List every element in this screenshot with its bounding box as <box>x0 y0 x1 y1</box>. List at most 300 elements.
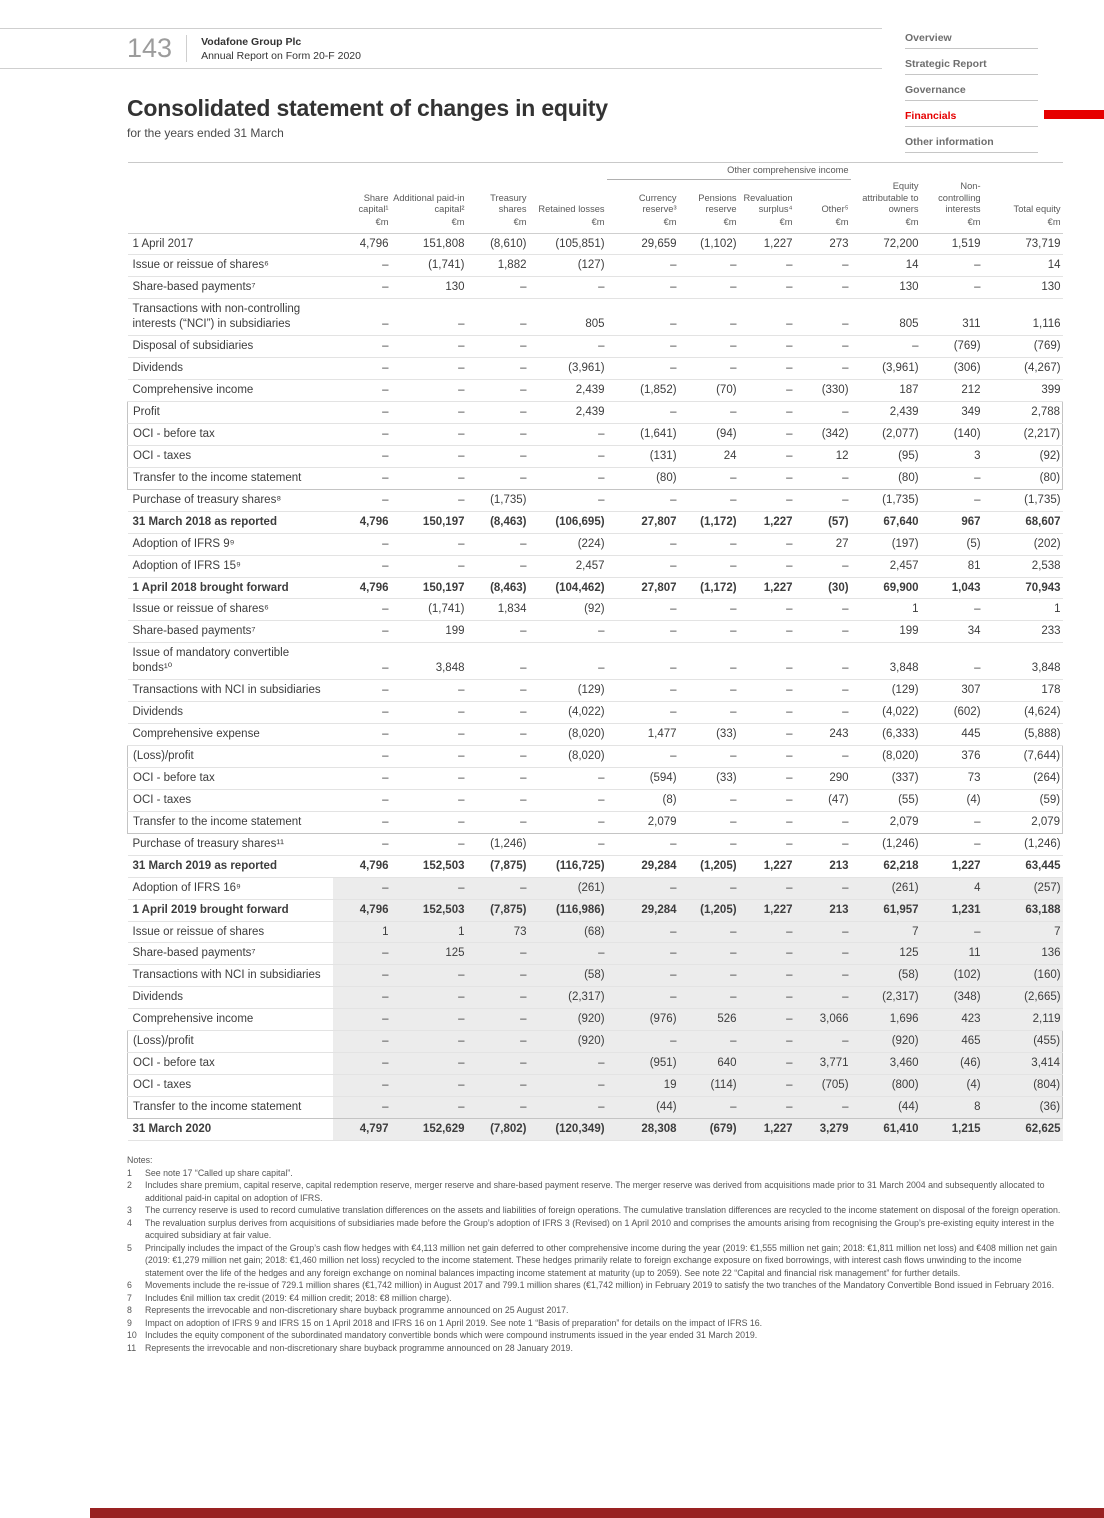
cell-value: – <box>739 621 795 643</box>
cell-value: – <box>679 336 739 358</box>
cell-value: 526 <box>679 1009 739 1031</box>
cell-value: – <box>795 987 851 1009</box>
cell-value: – <box>467 1053 529 1075</box>
cell-value: (7,802) <box>467 1118 529 1140</box>
cell-value: (8,610) <box>467 233 529 255</box>
cell-value: (1,741) <box>391 255 467 277</box>
cell-value: – <box>391 533 467 555</box>
cell-value: – <box>529 811 607 833</box>
cell-value: – <box>467 746 529 768</box>
nav-item-strategic-report[interactable] <box>905 56 1038 75</box>
cell-value: – <box>607 299 679 336</box>
cell-value: (1,172) <box>679 577 739 599</box>
cell-value: – <box>921 489 983 511</box>
cell-value: (1,205) <box>679 899 739 921</box>
cell-value: – <box>795 702 851 724</box>
column-header: Revaluation surplus⁴ €m <box>739 179 795 233</box>
cell-value: – <box>921 467 983 489</box>
cell-value: 62,218 <box>851 855 921 877</box>
cell-value: – <box>739 489 795 511</box>
cell-value: – <box>467 1031 529 1053</box>
cell-value: (4) <box>921 789 983 811</box>
row-label: Transactions with NCI in subsidiaries <box>128 965 333 987</box>
cell-value: (1,205) <box>679 855 739 877</box>
cell-value: (594) <box>607 767 679 789</box>
column-header: Other⁵ €m <box>795 179 851 233</box>
row-label: OCI - taxes <box>128 445 333 467</box>
cell-value: 29,284 <box>607 855 679 877</box>
cell-value: 213 <box>795 855 851 877</box>
cell-value: 1,834 <box>467 599 529 621</box>
cell-value: – <box>391 1053 467 1075</box>
cell-value: – <box>333 467 391 489</box>
cell-value: (224) <box>529 533 607 555</box>
cell-value: 399 <box>983 380 1063 402</box>
cell-value: 243 <box>795 724 851 746</box>
cell-value: (4,624) <box>983 702 1063 724</box>
group-header-spacer <box>128 163 607 180</box>
table-row <box>128 1031 1063 1053</box>
cell-value: – <box>795 746 851 768</box>
cell-value: – <box>391 380 467 402</box>
row-label: Share-based payments⁷ <box>128 621 333 643</box>
cell-value: (1,852) <box>607 380 679 402</box>
note-item: 3 The currency reserve is used to record cumulative translation differences on the assets and liabilities of foreign operations. The cumulative translation differences are recycled to the income statement on disposal of the foreign operation. <box>127 1205 1061 1216</box>
cell-value: – <box>679 921 739 943</box>
cell-value: – <box>795 965 851 987</box>
cell-value: – <box>739 1053 795 1075</box>
cell-value: – <box>467 467 529 489</box>
cell-value: – <box>391 789 467 811</box>
cell-value: – <box>607 702 679 724</box>
table-row <box>128 877 1063 899</box>
note-item: 1 See note 17 “Called up share capital”. <box>127 1167 293 1178</box>
cell-value: 73,719 <box>983 233 1063 255</box>
nav-item-governance[interactable] <box>905 82 1038 101</box>
cell-value: 67,640 <box>851 511 921 533</box>
page-number: 143 <box>127 33 173 63</box>
cell-value: 307 <box>921 680 983 702</box>
table-row <box>128 1118 1063 1140</box>
cell-value: (92) <box>983 445 1063 467</box>
cell-value: (920) <box>529 1031 607 1053</box>
table-row <box>128 599 1063 621</box>
nav-item-overview[interactable] <box>905 30 1038 49</box>
cell-value: 81 <box>921 555 983 577</box>
row-label: Issue or reissue of shares⁶ <box>128 255 333 277</box>
cell-value: – <box>467 299 529 336</box>
row-label: OCI - taxes <box>128 789 333 811</box>
table-row <box>128 467 1063 489</box>
cell-value: (342) <box>795 423 851 445</box>
cell-value: (2,665) <box>983 987 1063 1009</box>
column-header: Retained losses €m <box>529 179 607 233</box>
cell-value: (5,888) <box>983 724 1063 746</box>
cell-value: 7 <box>983 921 1063 943</box>
cell-value: – <box>467 877 529 899</box>
row-label: Transactions with non-controlling interests (“NCI”) in subsidiaries <box>128 299 333 336</box>
cell-value: (330) <box>795 380 851 402</box>
cell-value: – <box>795 811 851 833</box>
cell-value: – <box>739 877 795 899</box>
cell-value: – <box>333 380 391 402</box>
cell-value: – <box>467 965 529 987</box>
cell-value: – <box>529 489 607 511</box>
cell-value: – <box>607 833 679 855</box>
cell-value: – <box>467 767 529 789</box>
cell-value: 29,659 <box>607 233 679 255</box>
cell-value: – <box>679 811 739 833</box>
report-meta <box>201 36 361 62</box>
cell-value: (348) <box>921 987 983 1009</box>
cell-value: (55) <box>851 789 921 811</box>
cell-value: – <box>795 467 851 489</box>
cell-value: – <box>679 702 739 724</box>
table-row <box>128 255 1063 277</box>
cell-value: – <box>739 643 795 680</box>
cell-value: 73 <box>467 921 529 943</box>
cell-value: – <box>739 767 795 789</box>
row-label: Issue of mandatory convertible bonds¹⁰ <box>128 643 333 680</box>
cell-value: – <box>391 833 467 855</box>
table-row <box>128 811 1063 833</box>
row-label: Dividends <box>128 987 333 1009</box>
cell-value: 1,215 <box>921 1118 983 1140</box>
cell-value: (306) <box>921 358 983 380</box>
cell-value: 150,197 <box>391 577 467 599</box>
cell-value: – <box>333 724 391 746</box>
cell-value: 1 <box>391 921 467 943</box>
cell-value: – <box>391 358 467 380</box>
cell-value: – <box>607 255 679 277</box>
cell-value: – <box>333 255 391 277</box>
row-label: OCI - before tax <box>128 423 333 445</box>
cell-value: – <box>391 1075 467 1097</box>
table-row <box>128 943 1063 965</box>
cell-value: – <box>795 402 851 424</box>
cell-value: – <box>333 680 391 702</box>
cell-value: 1,696 <box>851 1009 921 1031</box>
table-row <box>128 358 1063 380</box>
cell-value: (116,725) <box>529 855 607 877</box>
cell-value: (116,986) <box>529 899 607 921</box>
cell-value: 19 <box>607 1075 679 1097</box>
table-row <box>128 921 1063 943</box>
cell-value: (57) <box>795 511 851 533</box>
cell-value: – <box>607 336 679 358</box>
cell-value: 150,197 <box>391 511 467 533</box>
cell-value: (131) <box>607 445 679 467</box>
cell-value: – <box>467 987 529 1009</box>
cell-value: – <box>333 987 391 1009</box>
cell-value: 28,308 <box>607 1118 679 1140</box>
cell-value: 178 <box>983 680 1063 702</box>
cell-value: (3,961) <box>851 358 921 380</box>
cell-value: – <box>739 358 795 380</box>
cell-value: 61,957 <box>851 899 921 921</box>
cell-value: 187 <box>851 380 921 402</box>
cell-value: – <box>679 943 739 965</box>
row-label: 1 April 2018 brought forward <box>128 577 333 599</box>
column-header: Treasury shares €m <box>467 179 529 233</box>
cell-value: (80) <box>851 467 921 489</box>
cell-value: – <box>529 1075 607 1097</box>
cell-value: 212 <box>921 380 983 402</box>
cell-value: 14 <box>983 255 1063 277</box>
cell-value: 4 <box>921 877 983 899</box>
cell-value: – <box>795 358 851 380</box>
nav-item-other-information[interactable] <box>905 134 1038 153</box>
cell-value: (4,022) <box>851 702 921 724</box>
cell-value: 3 <box>921 445 983 467</box>
cell-value: – <box>795 489 851 511</box>
cell-value: – <box>333 599 391 621</box>
cell-value: (705) <box>795 1075 851 1097</box>
cell-value: (602) <box>921 702 983 724</box>
cell-value: – <box>467 423 529 445</box>
cell-value: – <box>529 943 607 965</box>
cell-value: 27 <box>795 533 851 555</box>
cell-value: 4,796 <box>333 577 391 599</box>
cell-value: 152,503 <box>391 855 467 877</box>
cell-value: 213 <box>795 899 851 921</box>
cell-value: – <box>333 555 391 577</box>
cell-value: 152,629 <box>391 1118 467 1140</box>
cell-value: – <box>607 358 679 380</box>
cell-value: (6,333) <box>851 724 921 746</box>
cell-value: – <box>607 1031 679 1053</box>
cell-value: – <box>739 380 795 402</box>
cell-value: – <box>795 833 851 855</box>
cell-value: – <box>679 533 739 555</box>
cell-value: – <box>679 489 739 511</box>
cell-value: – <box>391 1009 467 1031</box>
cell-value: (769) <box>921 336 983 358</box>
cell-value: – <box>795 599 851 621</box>
cell-value: – <box>679 467 739 489</box>
cell-value: 233 <box>983 621 1063 643</box>
cell-value: 1,227 <box>739 899 795 921</box>
cell-value: – <box>607 746 679 768</box>
row-label: (Loss)/profit <box>128 1031 333 1053</box>
cell-value: – <box>679 987 739 1009</box>
cell-value: – <box>739 299 795 336</box>
cell-value: – <box>467 277 529 299</box>
cell-value: – <box>795 1031 851 1053</box>
cell-value: – <box>391 336 467 358</box>
cell-value: 72,200 <box>851 233 921 255</box>
cell-value: – <box>795 643 851 680</box>
cell-value: (920) <box>529 1009 607 1031</box>
note-item: 11 Represents the irrevocable and non-discretionary share buyback programme announced on 28 January 2019. <box>127 1342 573 1353</box>
group-header-spacer <box>851 163 1063 180</box>
cell-value: – <box>333 299 391 336</box>
row-label: Dividends <box>128 358 333 380</box>
cell-value: 4,796 <box>333 899 391 921</box>
table-row <box>128 577 1063 599</box>
cell-value: – <box>679 1097 739 1119</box>
note-item: 4 The revaluation surplus derives from acquisitions of subsidiaries made before the Group’s adoption of IFRS 3 (Revised) on 1 April 2010 and comprises the amounts arising from recognising the Group’s pre-existing equity interest in the acquired subsidiary at fair value. <box>127 1217 1055 1241</box>
cell-value: 2,119 <box>983 1009 1063 1031</box>
cell-value: – <box>529 833 607 855</box>
cell-value: (5) <box>921 533 983 555</box>
table-row <box>128 789 1063 811</box>
footer-accent-bar <box>90 1508 1104 1518</box>
cell-value: – <box>739 987 795 1009</box>
note-item: 5 Principally includes the impact of the Group’s cash flow hedges with €4,113 million net gain deferred to other comprehensive income during the year (2019: €1,555 million net gain; 2018: €1,811 million net loss) and €408 million net gain (2019: €1,279 million net gain; 2018: €1,460 million net loss) recycled to the income statement. These hedges primarily relate to foreign exchange exposure on fixed borrowings, with interest cash flows unwinding to the income statement over the life of the hedges and any foreign exchange on nominal balances impacting income statement at maturity (up to 2059). See note 22 “Capital and financial risk management” for further details. <box>127 1242 1057 1278</box>
cell-value: 2,079 <box>607 811 679 833</box>
cell-value: (2,077) <box>851 423 921 445</box>
cell-value: – <box>391 987 467 1009</box>
cell-value: (2,317) <box>851 987 921 1009</box>
cell-value: (804) <box>983 1075 1063 1097</box>
cell-value: – <box>333 877 391 899</box>
cell-value: – <box>921 921 983 943</box>
table-row <box>128 724 1063 746</box>
cell-value: 61,410 <box>851 1118 921 1140</box>
cell-value: – <box>607 277 679 299</box>
cell-value: 1,227 <box>739 855 795 877</box>
cell-value: – <box>607 987 679 1009</box>
cell-value: 1,227 <box>739 1118 795 1140</box>
cell-value: – <box>679 789 739 811</box>
cell-value: – <box>333 965 391 987</box>
cell-value: – <box>529 277 607 299</box>
cell-value: (129) <box>529 680 607 702</box>
cell-value: 24 <box>679 445 739 467</box>
cell-value: – <box>921 643 983 680</box>
cell-value: – <box>739 833 795 855</box>
cell-value: (94) <box>679 423 739 445</box>
cell-value: 805 <box>529 299 607 336</box>
cell-value: 136 <box>983 943 1063 965</box>
row-label: Adoption of IFRS 16⁹ <box>128 877 333 899</box>
cell-value: 63,188 <box>983 899 1063 921</box>
cell-value: – <box>739 277 795 299</box>
cell-value: (92) <box>529 599 607 621</box>
row-label: Transactions with NCI in subsidiaries <box>128 680 333 702</box>
cell-value: (202) <box>983 533 1063 555</box>
cell-value: – <box>333 489 391 511</box>
cell-value: 1,116 <box>983 299 1063 336</box>
cell-value: (1,641) <box>607 423 679 445</box>
cell-value: – <box>391 423 467 445</box>
table-row <box>128 1075 1063 1097</box>
cell-value: (36) <box>983 1097 1063 1119</box>
cell-value: 1,227 <box>739 233 795 255</box>
cell-value: – <box>467 445 529 467</box>
cell-value: – <box>679 877 739 899</box>
cell-value: (140) <box>921 423 983 445</box>
cell-value: – <box>391 724 467 746</box>
cell-value: – <box>529 423 607 445</box>
oci-group-header: Other comprehensive income <box>607 163 851 180</box>
cell-value: (920) <box>851 1031 921 1053</box>
cell-value: – <box>795 299 851 336</box>
row-label: Dividends <box>128 702 333 724</box>
cell-value: (47) <box>795 789 851 811</box>
row-label: Issue or reissue of shares <box>128 921 333 943</box>
cell-value: 3,848 <box>851 643 921 680</box>
column-header: Pensions reserve €m <box>679 179 739 233</box>
cell-value: – <box>333 423 391 445</box>
cell-value: (44) <box>851 1097 921 1119</box>
table-row <box>128 336 1063 358</box>
cell-value: 73 <box>921 767 983 789</box>
page-subtitle: for the years ended 31 March <box>127 126 284 140</box>
cell-value: – <box>739 921 795 943</box>
notes-title: Notes: <box>127 1154 153 1165</box>
cell-value: 967 <box>921 511 983 533</box>
cell-value: 2,079 <box>983 811 1063 833</box>
cell-value: 3,848 <box>391 643 467 680</box>
cell-value: – <box>529 643 607 680</box>
row-label: 31 March 2019 as reported <box>128 855 333 877</box>
cell-value: (33) <box>679 724 739 746</box>
cell-value: – <box>921 277 983 299</box>
cell-value: – <box>391 555 467 577</box>
cell-value: – <box>739 445 795 467</box>
cell-value: (114) <box>679 1075 739 1097</box>
cell-value: 2,788 <box>983 402 1063 424</box>
cell-value: (1,735) <box>467 489 529 511</box>
corner-cell <box>128 179 333 233</box>
cell-value: (80) <box>607 467 679 489</box>
nav-item-financials[interactable] <box>905 108 1038 127</box>
cell-value: – <box>607 943 679 965</box>
row-label: Share-based payments⁷ <box>128 277 333 299</box>
cell-value: – <box>921 811 983 833</box>
report-title: Annual Report on Form 20-F 2020 <box>201 49 361 62</box>
cell-value: (679) <box>679 1118 739 1140</box>
cell-value: – <box>333 1031 391 1053</box>
cell-value: (120,349) <box>529 1118 607 1140</box>
cell-value: – <box>679 833 739 855</box>
cell-value: 130 <box>983 277 1063 299</box>
cell-value: – <box>679 255 739 277</box>
cell-value: 2,538 <box>983 555 1063 577</box>
cell-value: – <box>739 1097 795 1119</box>
notes-list <box>127 1167 1062 1354</box>
cell-value: – <box>607 680 679 702</box>
cell-value: (68) <box>529 921 607 943</box>
cell-value: 2,079 <box>851 811 921 833</box>
cell-value: 3,848 <box>983 643 1063 680</box>
row-label: Purchase of treasury shares⁸ <box>128 489 333 511</box>
group-header-row <box>128 163 1063 180</box>
table-row <box>128 402 1063 424</box>
cell-value: (8,020) <box>851 746 921 768</box>
cell-value: – <box>467 358 529 380</box>
cell-value: 465 <box>921 1031 983 1053</box>
cell-value: (59) <box>983 789 1063 811</box>
cell-value: – <box>467 1097 529 1119</box>
cell-value: – <box>795 921 851 943</box>
cell-value: (800) <box>851 1075 921 1097</box>
cell-value: 4,796 <box>333 511 391 533</box>
cell-value: 1,227 <box>739 511 795 533</box>
cell-value: – <box>333 402 391 424</box>
cell-value: – <box>333 336 391 358</box>
cell-value: (8,020) <box>529 724 607 746</box>
nav-item-label: Financials <box>905 110 957 122</box>
cell-value: (46) <box>921 1053 983 1075</box>
cell-value: – <box>467 789 529 811</box>
cell-value: 63,445 <box>983 855 1063 877</box>
cell-value: – <box>739 336 795 358</box>
cell-value: (4,022) <box>529 702 607 724</box>
cell-value: 7 <box>851 921 921 943</box>
